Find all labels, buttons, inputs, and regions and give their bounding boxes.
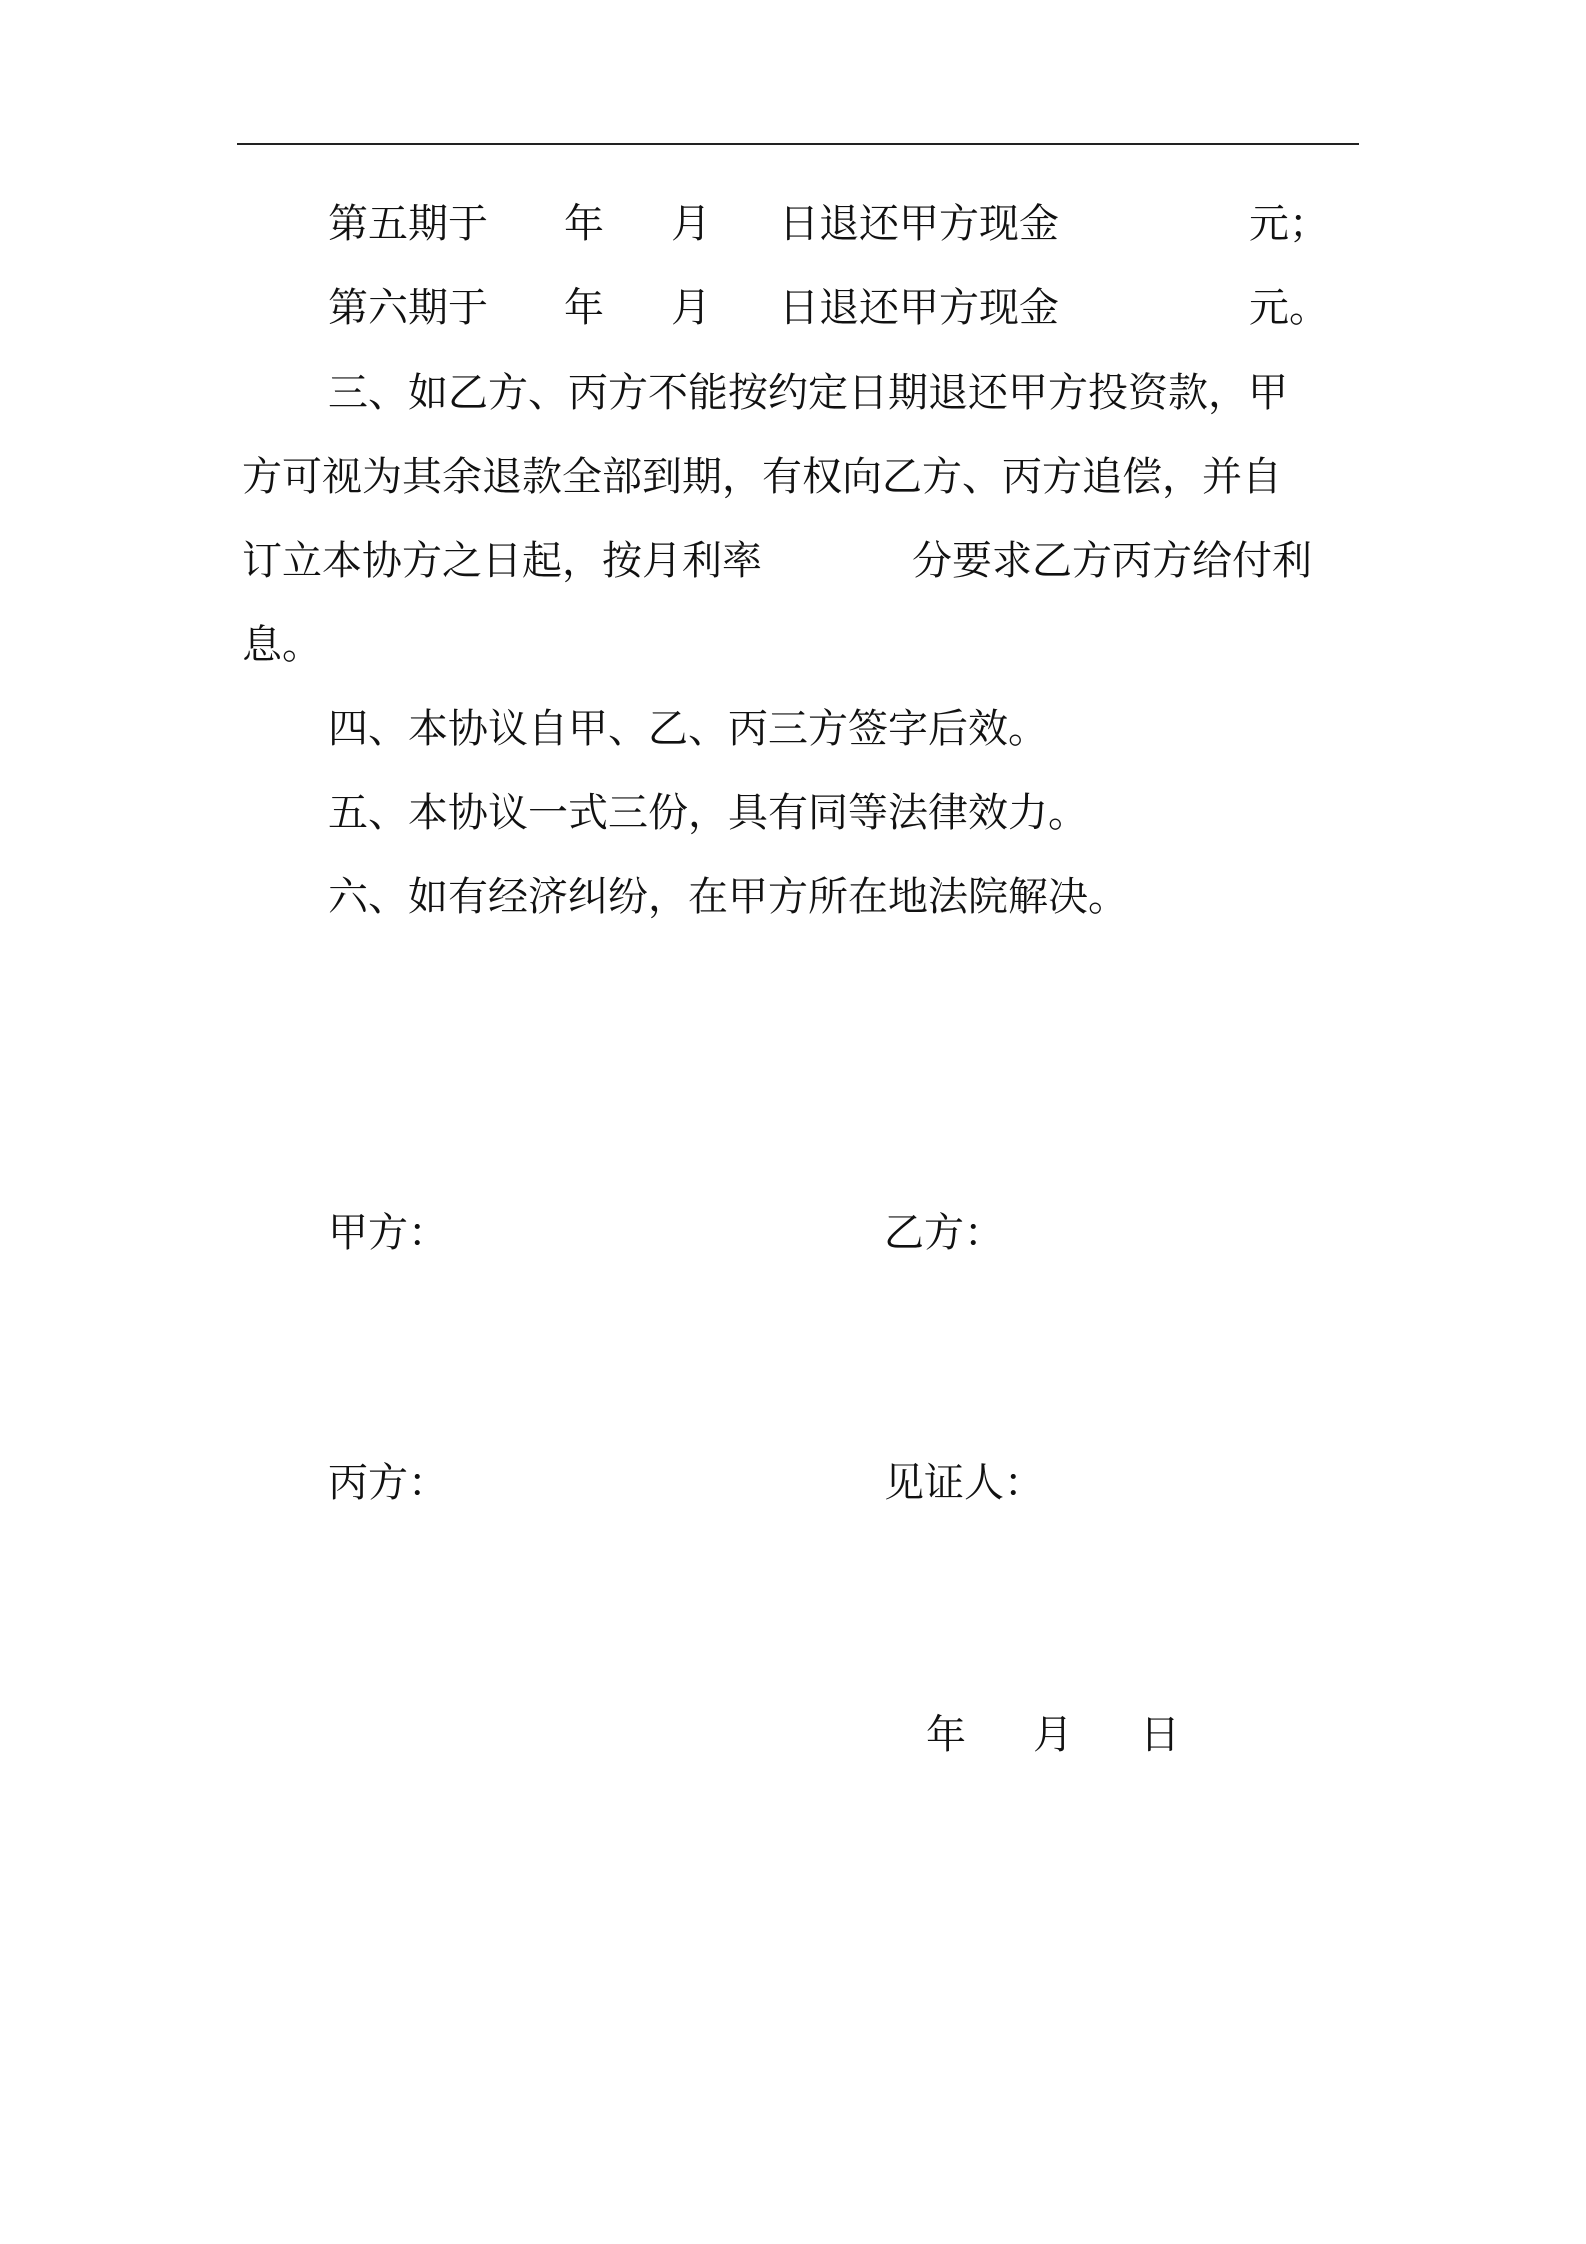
header-rule [237, 143, 1359, 145]
signature-party-c: 丙方： [328, 1460, 448, 1506]
installment-6-line [0, 284, 1586, 332]
installment-6-day-text: 日退还甲方现金 [779, 285, 1059, 331]
clause-4: 四、本协议自甲、乙、丙三方签字后效。 [328, 706, 1048, 752]
installment-6-unit: 元。 [1249, 285, 1329, 331]
installment-5-line [0, 200, 1586, 248]
installment-6-year: 年 [564, 285, 604, 331]
installment-5-year: 年 [564, 201, 604, 247]
date-line [0, 1711, 1586, 1759]
clause-6: 六、如有经济纠纷，在甲方所在地法院解决。 [328, 874, 1128, 920]
date-day: 日 [1140, 1712, 1180, 1758]
installment-5-unit: 元； [1249, 201, 1329, 247]
clause-3-line-2: 方可视为其余退款全部到期，有权向乙方、丙方追偿，并自 [242, 454, 1282, 500]
signature-party-a: 甲方： [328, 1210, 448, 1256]
installment-5-prefix: 第五期于 [328, 201, 488, 247]
clause-3-line-3-end: 分要求乙方丙方给付利 [912, 538, 1312, 584]
signature-party-b: 乙方： [884, 1210, 1004, 1256]
clause-3-line-3 [0, 537, 1586, 585]
installment-5-day-text: 日退还甲方现金 [779, 201, 1059, 247]
clause-3-line-4: 息。 [242, 622, 322, 668]
installment-6-prefix: 第六期于 [328, 285, 488, 331]
date-year: 年 [926, 1712, 966, 1758]
clause-5: 五、本协议一式三份，具有同等法律效力。 [328, 790, 1088, 836]
clause-3-line-1: 三、如乙方、丙方不能按约定日期退还甲方投资款，甲 [328, 370, 1288, 416]
signature-witness: 见证人： [884, 1460, 1044, 1506]
installment-6-month: 月 [671, 285, 711, 331]
date-month: 月 [1033, 1712, 1073, 1758]
installment-5-month: 月 [671, 201, 711, 247]
clause-3-line-3-start: 订立本协方之日起，按月利率 [242, 538, 762, 584]
